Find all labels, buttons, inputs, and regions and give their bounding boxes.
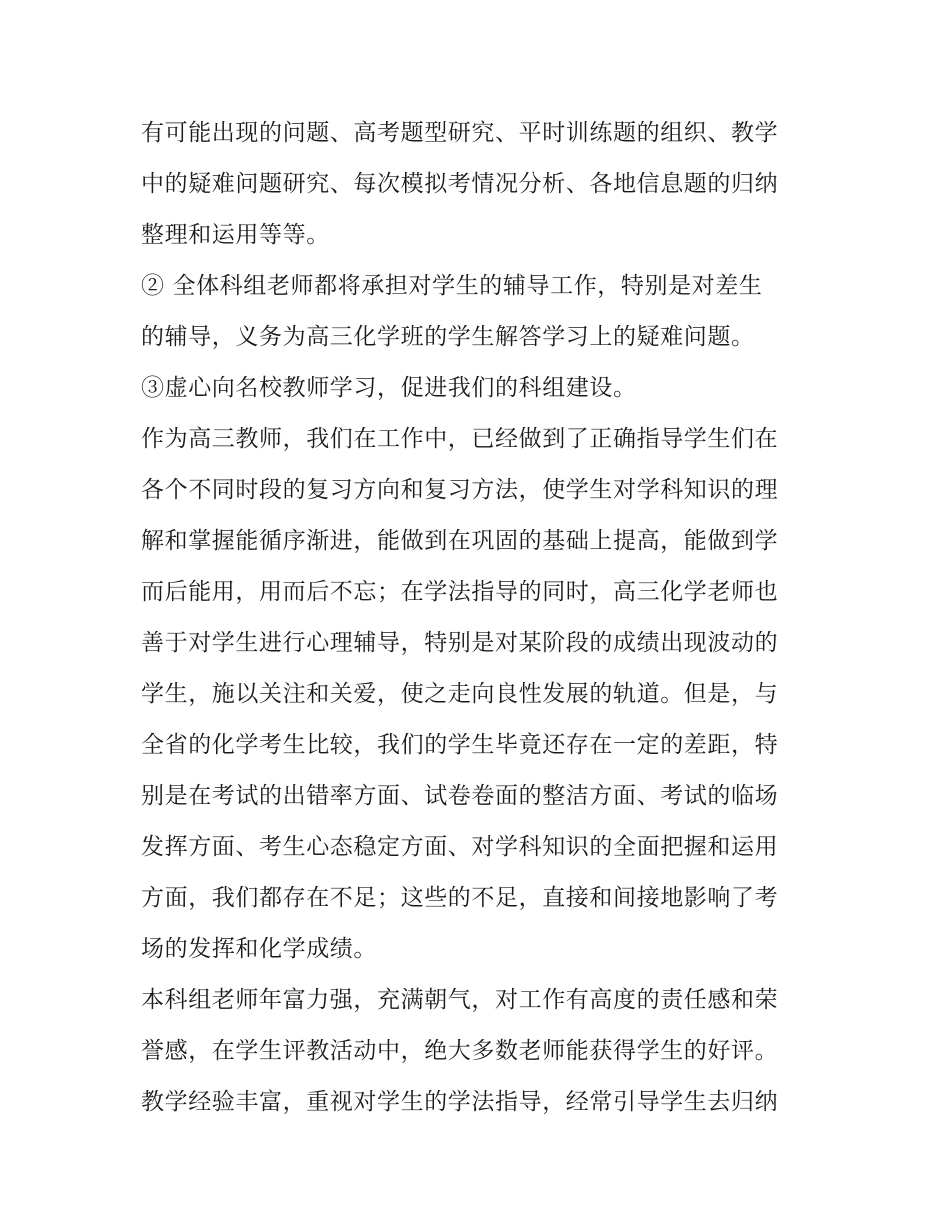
text-line: 中的疑难问题研究、每次模拟考情况分析、各地信息题的归纳 [141, 171, 779, 197]
text-line: 各个不同时段的复习方向和复习方法，使学生对学科知识的理 [141, 477, 779, 503]
body-text [141, 108, 821, 1128]
text-line: 发挥方面、考生心态稳定方面、对学科知识的全面把握和运用 [141, 834, 779, 860]
text-line: 誉感，在学生评教活动中，绝大多数老师能获得学生的好评。 [141, 1038, 779, 1064]
text-line: 解和掌握能循序渐进，能做到在巩固的基础上提高，能做到学 [141, 528, 779, 554]
text-line: 方面，我们都存在不足；这些的不足，直接和间接地影响了考 [141, 885, 779, 911]
text-line: 场的发挥和化学成绩。 [141, 936, 377, 962]
text-line: 作为高三教师，我们在工作中，已经做到了正确指导学生们在 [141, 426, 779, 452]
text-line: 全省的化学考生比较，我们的学生毕竟还存在一定的差距，特 [141, 732, 779, 758]
text-line: 别是在考试的出错率方面、试卷卷面的整洁方面、考试的临场 [141, 783, 779, 809]
text-line: 整理和运用等等。 [141, 222, 330, 248]
text-line: 学生，施以关注和关爱，使之走向良性发展的轨道。但是，与 [141, 681, 779, 707]
text-line: ③虚心向名校教师学习，促进我们的科组建设。 [141, 375, 637, 401]
text-line: 善于对学生进行心理辅导，特别是对某阶段的成绩出现波动的 [141, 630, 779, 656]
text-line: 教学经验丰富，重视对学生的学法指导，经常引导学生去归纳 [141, 1089, 779, 1115]
text-line: 有可能出现的问题、高考题型研究、平时训练题的组织、教学 [141, 120, 779, 146]
text-line: ② 全体科组老师都将承担对学生的辅导工作，特别是对差生 [141, 273, 763, 299]
text-line: 本科组老师年富力强，充满朝气，对工作有高度的责任感和荣 [141, 987, 779, 1013]
text-line: 而后能用，用而后不忘；在学法指导的同时，高三化学老师也 [141, 579, 779, 605]
text-line: 的辅导，义务为高三化学班的学生解答学习上的疑难问题。 [141, 324, 755, 350]
